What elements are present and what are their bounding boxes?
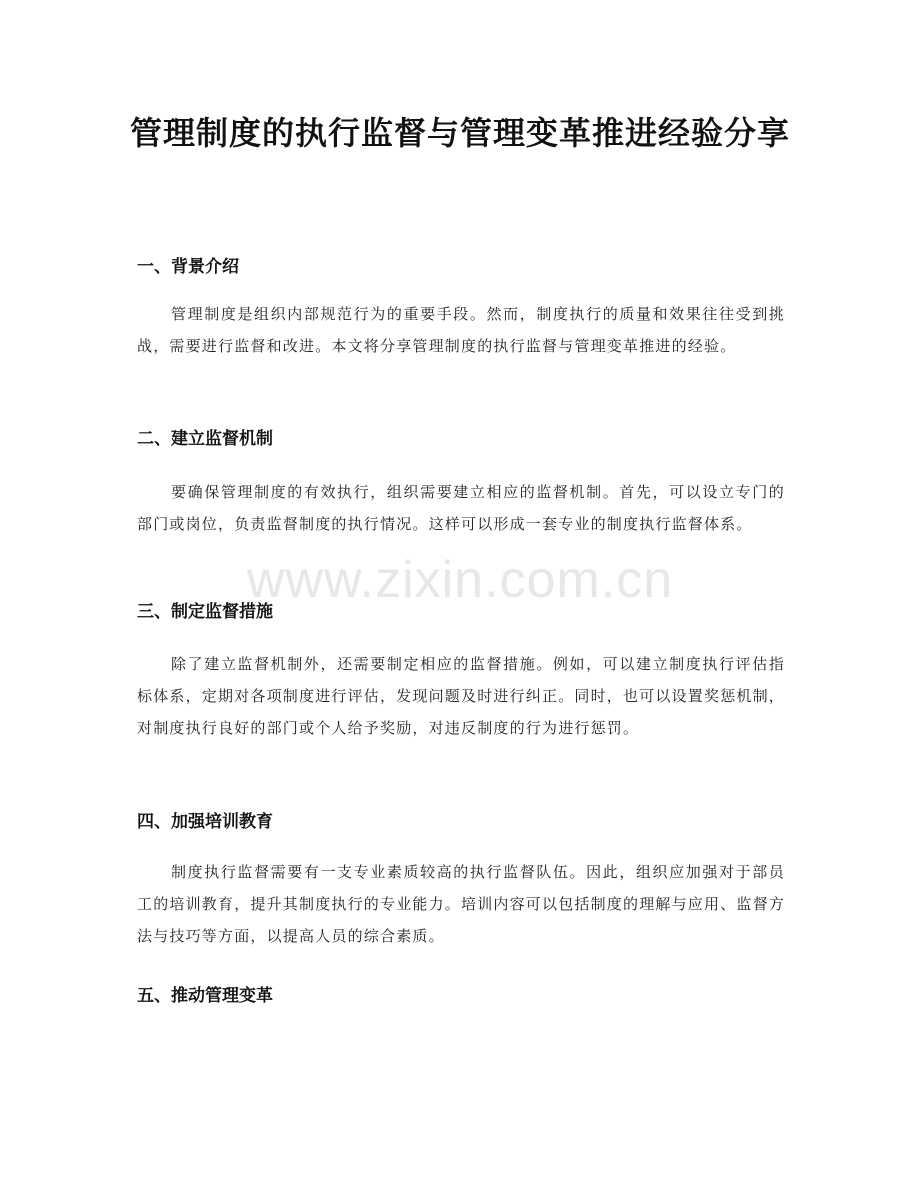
section-heading-management-change: 五、推动管理变革: [137, 986, 273, 1006]
section-heading-training: 四、加强培训教育: [137, 812, 273, 832]
document-title: 管理制度的执行监督与管理变革推进经验分享: [130, 114, 791, 152]
section-heading-supervision-mechanism: 二、建立监督机制: [137, 429, 273, 449]
section-heading-background: 一、背景介绍: [137, 257, 239, 277]
section-paragraph-supervision-measures: 除了建立监督机制外，还需要制定相应的监督措施。例如，可以建立制度执行评估指标体系，定期对各项制度进行评估，发现问题及时进行纠正。同时，也可以设置奖惩机制，对制度执行良好的部门或个人给予奖励，对违反制度的行为进行惩罚。: [137, 655, 786, 737]
watermark: www.zixin.com.cn: [246, 551, 674, 609]
section-paragraph-background: 管理制度是组织内部规范行为的重要手段。然而，制度执行的质量和效果往往受到挑战，需要进行监督和改进。本文将分享管理制度的执行监督与管理变革推进的经验。: [137, 305, 785, 355]
section-heading-supervision-measures: 三、制定监督措施: [137, 602, 273, 622]
section-paragraph-supervision-mechanism: 要确保管理制度的有效执行，组织需要建立相应的监督机制。首先，可以设立专门的部门或岗位，负责监督制度的执行情况。这样可以形成一套专业的制度执行监督体系。: [137, 483, 785, 533]
section-paragraph-training: 制度执行监督需要有一支专业素质较高的执行监督队伍。因此，组织应加强对于部员工的培训教育，提升其制度执行的专业能力。培训内容可以包括制度的理解与应用、监督方法与技巧等方面，以提高人员的综合素质。: [137, 863, 786, 945]
